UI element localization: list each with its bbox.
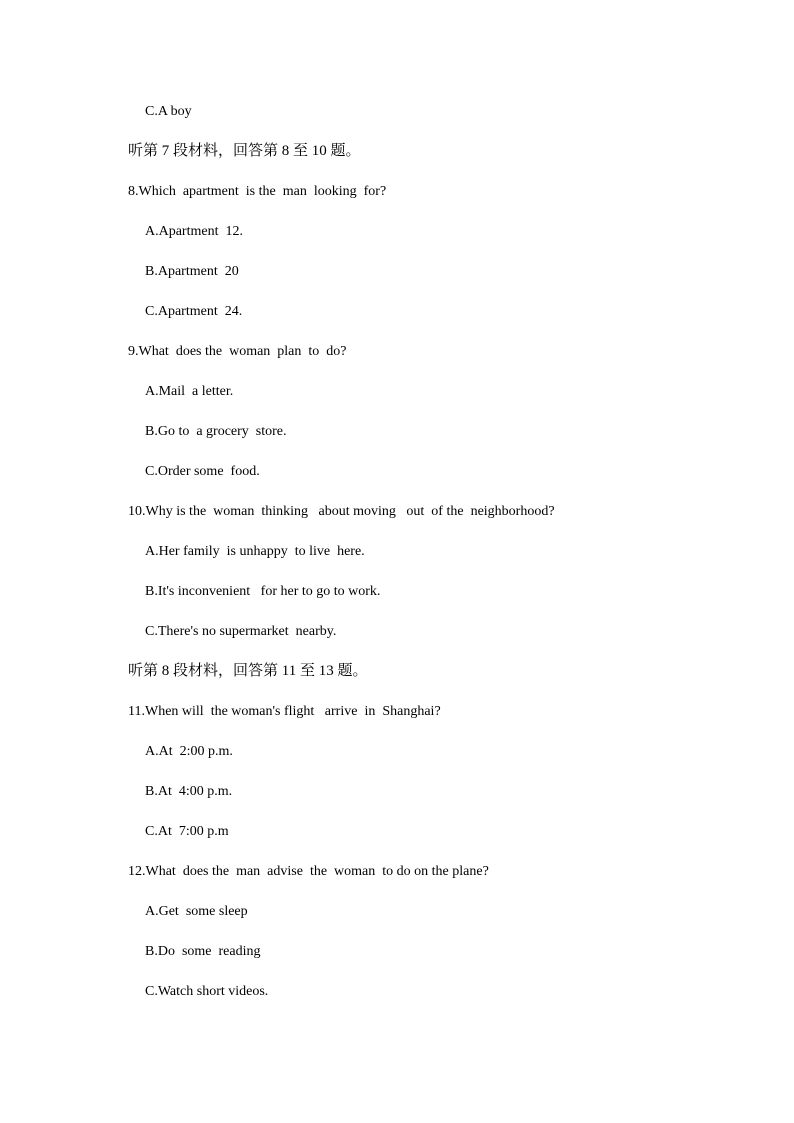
option-8b: B.Apartment 20: [145, 264, 239, 279]
question-12: 12.What does the man advise the woman to do on the plane?: [128, 864, 489, 879]
question-10: 10.Why is the woman thinking about moving out of the neighborhood?: [128, 504, 555, 519]
option-11b: B.At 4:00 p.m.: [145, 784, 233, 799]
option-9c: C.Order some food.: [145, 464, 260, 479]
question-11: 11.When will the woman's flight arrive in Shanghai?: [128, 704, 441, 719]
option-7c: C.A boy: [145, 104, 192, 119]
section-heading-8: 听第 8 段材料，回答第 11 至 13 题。: [128, 663, 368, 679]
option-11a: A.At 2:00 p.m.: [145, 744, 233, 759]
option-8c: C.Apartment 24.: [145, 304, 243, 319]
option-12a: A.Get some sleep: [145, 904, 248, 919]
option-11c: C.At 7:00 p.m: [145, 824, 229, 839]
question-9: 9.What does the woman plan to do?: [128, 344, 347, 359]
question-8: 8.Which apartment is the man looking for?: [128, 184, 387, 199]
option-10c: C.There's no supermarket nearby.: [145, 624, 337, 639]
option-12c: C.Watch short videos.: [145, 984, 269, 999]
option-8a: A.Apartment 12.: [145, 224, 243, 239]
option-12b: B.Do some reading: [145, 944, 261, 959]
option-9a: A.Mail a letter.: [145, 384, 234, 399]
section-heading-7: 听第 7 段材料，回答第 8 至 10 题。: [128, 143, 361, 159]
option-10a: A.Her family is unhappy to live here.: [145, 544, 365, 559]
option-10b: B.It's inconvenient for her to go to work.: [145, 584, 381, 599]
option-9b: B.Go to a grocery store.: [145, 424, 287, 439]
